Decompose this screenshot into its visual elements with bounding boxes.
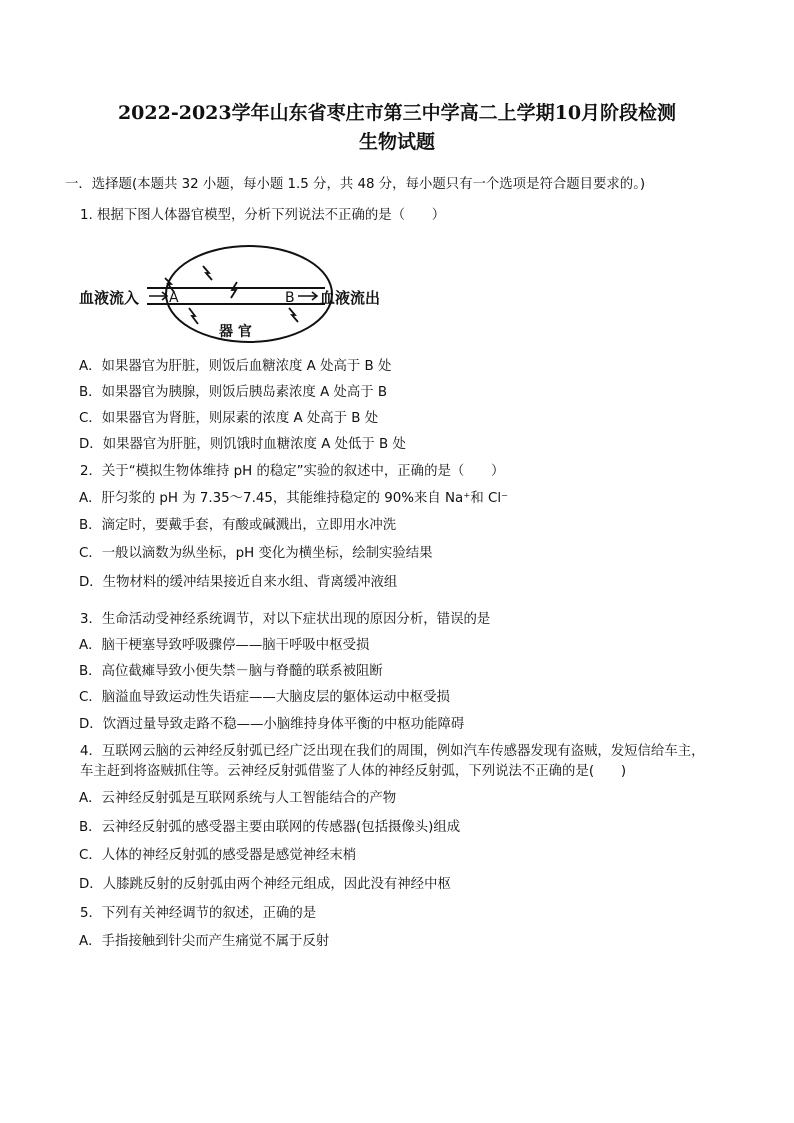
label-b: B xyxy=(285,290,295,306)
question-1-option-d: D．如果器官为肝脏，则饥饿时血糖浓度 A 处低于 B 处 xyxy=(79,437,406,452)
question-1-option-c: C．如果器官为肾脏，则尿素的浓度 A 处高于 B 处 xyxy=(79,411,379,426)
question-3-option-d: D．饮酒过量导致走路不稳——小脑维持身体平衡的中枢功能障碍 xyxy=(79,717,465,732)
question-4-stem: 4．互联网云脑的云神经反射弧已经广泛出现在我们的周围，例如汽车传感器发现有盗贼，发短信给车主，车主赶到将盗贼抓住等。云神经反射弧借鉴了人体的神经反射弧，下列说法不正确的是( ) xyxy=(80,744,705,779)
label-blood-out: 血液流出 xyxy=(320,289,381,307)
section-heading: 一．选择题(本题共 32 小题，每小题 1.5 分，共 48 分，每小题只有一个选项是符合题目要求的。) xyxy=(65,177,646,192)
arrow-flow-out xyxy=(298,292,317,300)
question-5-option-a: A．手指接触到针尖而产生痛觉不属于反射 xyxy=(79,934,330,949)
question-2-option-c: C．一般以滴数为纵坐标，pH 变化为横坐标，绘制实验结果 xyxy=(79,546,433,561)
question-3-option-a: A．脑干梗塞导致呼吸骤停——脑干呼吸中枢受损 xyxy=(79,638,370,653)
label-blood-in: 血液流入 xyxy=(79,289,140,307)
arrow-center xyxy=(231,282,237,298)
organ-model-diagram xyxy=(77,240,397,348)
title-line-2: 生物试题 xyxy=(358,131,435,153)
question-2-option-d: D．生物材料的缓冲结果接近自来水组、背离缓冲液组 xyxy=(79,575,398,590)
question-5-stem: 5．下列有关神经调节的叙述，正确的是 xyxy=(80,906,317,921)
label-a: A xyxy=(169,290,179,306)
question-1-stem: 1. 根据下图人体器官模型，分析下列说法不正确的是（ ） xyxy=(80,208,446,223)
question-1-option-b: B．如果器官为胰腺，则饭后胰岛素浓度 A 处高于 B xyxy=(79,385,388,400)
question-2-option-a: A．肝匀浆的 pH 为 7.35～7.45，其能维持稳定的 90%来自 Na⁺和 Cl⁻ xyxy=(79,491,509,506)
arrow-top-left xyxy=(203,266,212,280)
question-3-option-b: B．高位截瘫导致小便失禁－脑与脊髓的联系被阻断 xyxy=(79,664,383,679)
arrow-bottom-left xyxy=(189,308,198,324)
question-4-option-d: D．人膝跳反射的反射弧由两个神经元组成，因此没有神经中枢 xyxy=(79,877,451,892)
question-3-option-c: C．脑溢血导致运动性失语症——大脑皮层的躯体运动中枢受损 xyxy=(79,690,450,705)
arrow-flow-in xyxy=(149,292,167,300)
label-organ: 器 官 xyxy=(219,324,252,340)
question-4-option-b: B．云神经反射弧的感受器主要由联网的传感器(包括摄像头)组成 xyxy=(79,820,461,835)
title-line-1: 2022-2023学年山东省枣庄市第三中学高二上学期10月阶段检测 xyxy=(117,102,677,124)
question-2-option-b: B．滴定时，要戴手套，有酸或碱溅出，立即用水冲洗 xyxy=(79,518,397,533)
question-4-option-a: A．云神经反射弧是互联网系统与人工智能结合的产物 xyxy=(79,791,397,806)
question-3-stem: 3．生命活动受神经系统调节，对以下症状出现的原因分析，错误的是 xyxy=(80,612,491,627)
arrow-bottom-right xyxy=(289,308,298,322)
question-4-option-c: C．人体的神经反射弧的感受器是感觉神经末梢 xyxy=(79,848,357,863)
question-2-stem: 2．关于“模拟生物体维持 pH 的稳定”实验的叙述中，正确的是（ ） xyxy=(80,464,505,479)
question-1-option-a: A．如果器官为肝脏，则饭后血糖浓度 A 处高于 B 处 xyxy=(79,359,392,374)
